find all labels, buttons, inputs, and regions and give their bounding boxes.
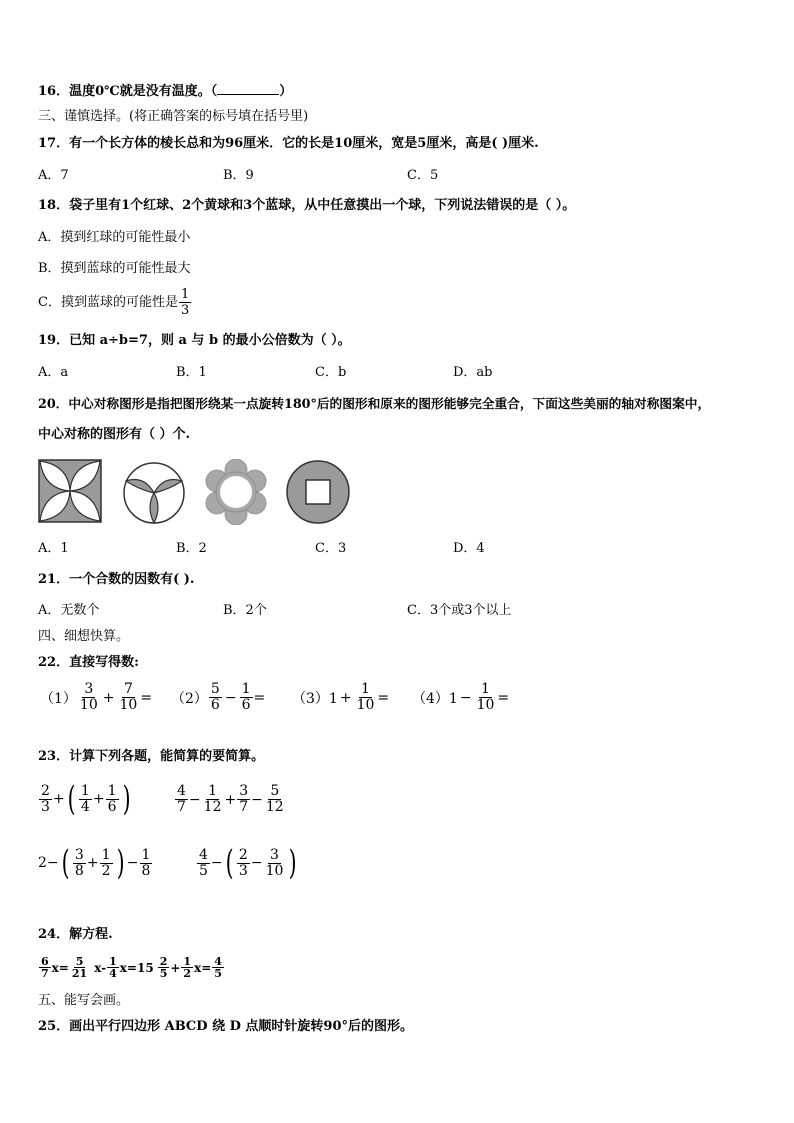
q18-option-b[interactable]: B．摸到蓝球的可能性最大 <box>38 261 191 276</box>
numerator: 7 <box>123 681 133 697</box>
q21-option-c[interactable]: C．3个或3个以上 <box>407 603 512 618</box>
q23-calc-3 <box>38 843 153 883</box>
section-3-heading: 三、谨慎选择。(将正确答案的标号填在括号里) <box>38 109 309 124</box>
numerator: 1 <box>481 681 490 697</box>
q17-option-b[interactable]: B．9 <box>223 168 254 183</box>
numerator: 1 <box>361 681 370 697</box>
operator: − <box>46 855 59 871</box>
numerator: 5 <box>210 681 220 697</box>
operator: − <box>250 855 263 871</box>
q25-text: 25．画出平行四边形 ABCD 绕 D 点顺时针旋转90°后的图形。 <box>38 1019 413 1034</box>
fraction <box>100 848 113 879</box>
equation-text: x=15 <box>119 960 154 975</box>
numerator: 5 <box>75 955 84 968</box>
numerator: 3 <box>239 783 249 799</box>
denominator: 3 <box>238 862 248 879</box>
left-paren: ( <box>225 843 234 883</box>
fraction <box>212 956 224 979</box>
denominator: 2 <box>101 862 111 879</box>
fraction <box>78 682 100 713</box>
equation-text: x- <box>94 960 107 975</box>
numerator: 1 <box>101 846 111 863</box>
fraction <box>264 848 286 879</box>
q16-stem: 16．温度0℃就是没有温度。（ <box>38 84 218 99</box>
q21-option-a[interactable]: A．无数个 <box>38 603 100 618</box>
q19-option-d[interactable]: D．ab <box>453 365 493 380</box>
fraction <box>140 848 153 879</box>
q17-option-a[interactable]: A．7 <box>38 168 69 183</box>
numerator: 6 <box>41 955 49 968</box>
section-4-heading: 四、细想快算。 <box>38 629 130 644</box>
q22-expression-1 <box>40 682 152 713</box>
q19-option-b[interactable]: B．1 <box>176 365 207 380</box>
equals-sign: = <box>497 689 510 706</box>
leading-number: 2 <box>38 855 47 871</box>
denominator: 8 <box>74 862 84 879</box>
denominator: 7 <box>41 967 49 980</box>
denominator: 6 <box>210 697 220 713</box>
operator: − <box>188 791 201 808</box>
operator: + <box>102 689 115 706</box>
numerator: 1 <box>180 287 190 302</box>
numerator: 3 <box>270 846 279 863</box>
equation-text: x= <box>194 960 212 975</box>
numerator: 4 <box>214 955 222 968</box>
fraction <box>475 682 497 713</box>
denominator: 21 <box>71 967 88 980</box>
q16-close: ） <box>279 84 293 99</box>
equals-sign: = <box>253 689 266 706</box>
right-paren: ) <box>289 843 298 883</box>
q19-option-c[interactable]: C．b <box>315 365 347 380</box>
q19-text: 19．已知 a÷b=7，则 a 与 b 的最小公倍数为（ ）。 <box>38 333 351 348</box>
numerator: 3 <box>84 681 94 697</box>
fraction <box>240 682 253 713</box>
q23-calc-1 <box>38 779 133 819</box>
square-petal-icon <box>38 459 102 523</box>
answer-blank[interactable] <box>217 82 279 95</box>
operator: − <box>459 689 472 706</box>
q22-expression-3 <box>292 682 389 713</box>
denominator: 6 <box>107 798 117 815</box>
q22-text: 22．直接写得数: <box>38 655 139 670</box>
q17-text: 17．有一个长方体的棱长总和为96厘米．它的长是10厘米，宽是5厘米，高是( )厘米. <box>38 136 539 151</box>
numerator: 2 <box>159 955 168 968</box>
q16-text <box>38 82 292 100</box>
equals-sign: = <box>377 689 390 706</box>
expression-label: （3）1 <box>292 690 338 707</box>
q20-option-a[interactable]: A．1 <box>38 541 69 556</box>
numerator: 4 <box>199 846 208 863</box>
numerator: 1 <box>107 782 117 799</box>
q20-option-c[interactable]: C．3 <box>315 541 347 556</box>
q20-line1: 20．中心对称图形是指把图形绕某一点旋转180°后的图形和原来的图形能够完全重合，下面这些美丽的轴对称图案中， <box>38 396 711 411</box>
section-5-heading: 五、能写会画。 <box>38 993 130 1008</box>
q18-option-c-label: C．摸到蓝球的可能性是 <box>38 294 178 310</box>
denominator: 10 <box>265 862 284 879</box>
left-paren: ( <box>67 779 76 819</box>
fraction <box>107 956 119 979</box>
fraction <box>79 784 92 815</box>
fraction <box>197 848 210 879</box>
q20-option-d[interactable]: D．4 <box>453 541 485 556</box>
denominator: 10 <box>79 697 98 713</box>
operator: + <box>339 689 352 706</box>
q23-calc-2 <box>174 784 287 815</box>
fraction <box>39 784 52 815</box>
denominator: 4 <box>80 798 90 815</box>
fraction <box>117 682 139 713</box>
fraction <box>106 784 119 815</box>
operator: − <box>251 791 263 808</box>
denominator: 12 <box>203 799 222 815</box>
flower-icon <box>203 459 269 525</box>
fraction <box>175 784 188 815</box>
numerator: 2 <box>238 846 248 863</box>
operator: + <box>92 791 105 807</box>
numerator: 1 <box>80 782 90 799</box>
denominator: 2 <box>183 967 192 980</box>
denominator: 3 <box>180 303 190 318</box>
operator: − <box>126 855 139 871</box>
denominator: 5 <box>199 862 208 879</box>
numerator: 1 <box>241 681 251 697</box>
operator: − <box>224 689 237 706</box>
fraction <box>70 956 89 979</box>
operator: + <box>52 791 65 807</box>
q18-option-c[interactable] <box>38 287 192 318</box>
denominator: 6 <box>241 697 251 713</box>
fraction <box>202 784 224 815</box>
operator: + <box>224 791 237 808</box>
expression-label: （4）1 <box>412 690 458 707</box>
equation-text: x= <box>51 960 69 975</box>
denominator: 5 <box>159 967 168 980</box>
denominator: 7 <box>177 799 186 815</box>
q20-line2: 中心对称的图形有（ ）个. <box>38 427 191 442</box>
fraction <box>158 956 170 979</box>
numerator: 1 <box>208 783 218 799</box>
denominator: 10 <box>476 697 495 713</box>
denominator: 4 <box>109 967 117 980</box>
right-paren: ) <box>122 779 131 819</box>
q18-option-a[interactable]: A．摸到红球的可能性最小 <box>38 230 191 245</box>
fraction <box>179 287 191 318</box>
q23-text: 23．计算下列各题，能简算的要简算。 <box>38 749 265 764</box>
fraction <box>237 848 250 879</box>
fraction <box>237 784 250 815</box>
q23-calc-4 <box>196 843 300 883</box>
fraction <box>355 682 377 713</box>
denominator: 10 <box>119 697 138 713</box>
q21-text: 21．一个合数的因数有( ). <box>38 572 195 587</box>
numerator: 5 <box>270 783 280 799</box>
q21-option-b[interactable]: B．2个 <box>223 603 267 618</box>
fraction <box>181 956 193 979</box>
q24-text: 24．解方程. <box>38 927 113 942</box>
operator: + <box>170 960 181 975</box>
expression-label: （1） <box>40 690 77 707</box>
q24-equations <box>38 956 225 979</box>
fraction <box>209 682 222 713</box>
coin-square-hole-icon <box>285 459 351 525</box>
fraction <box>73 848 86 879</box>
denominator: 10 <box>356 697 375 713</box>
numerator: 2 <box>41 782 50 799</box>
numerator: 4 <box>177 783 186 799</box>
q22-expression-4 <box>412 682 509 713</box>
operator: + <box>86 855 99 871</box>
numerator: 3 <box>74 846 84 863</box>
q18-text: 18．袋子里有1个红球、2个黄球和3个蓝球，从中任意摸出一个球，下列说法错误的是（ ）。 <box>38 198 576 213</box>
fraction <box>39 956 51 979</box>
fraction <box>264 784 286 815</box>
numerator: 1 <box>183 955 192 968</box>
circle-three-petal-icon <box>122 461 186 525</box>
right-paren: ) <box>116 843 125 883</box>
left-paren: ( <box>61 843 70 883</box>
q17-option-c[interactable]: C．5 <box>407 168 439 183</box>
denominator: 3 <box>41 798 50 815</box>
denominator: 5 <box>214 967 222 980</box>
expression-label: （2） <box>171 690 208 707</box>
denominator: 7 <box>239 799 249 815</box>
q22-expression-2 <box>171 682 265 713</box>
numerator: 1 <box>141 846 151 863</box>
q20-option-b[interactable]: B．2 <box>176 541 207 556</box>
denominator: 12 <box>265 799 284 815</box>
q19-option-a[interactable]: A．a <box>38 365 69 380</box>
denominator: 8 <box>141 862 151 879</box>
numerator: 1 <box>109 955 117 968</box>
equals-sign: = <box>140 689 153 706</box>
operator: − <box>210 855 223 871</box>
